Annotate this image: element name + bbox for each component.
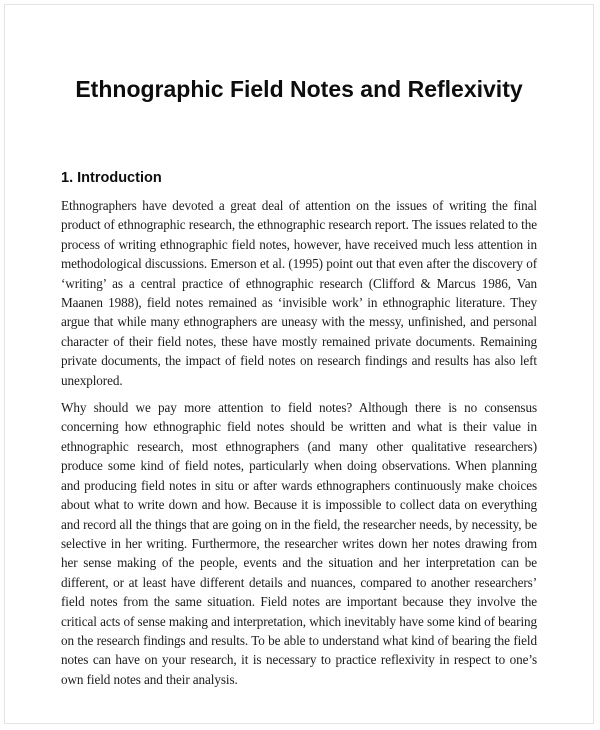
document-content	[5, 75, 593, 689]
section-heading-introduction: 1. Introduction	[61, 170, 162, 186]
paragraph-1: Ethnographers have devoted a great deal of attention on the issues of writing the final product of ethnographic research, the ethnographic research report. The issues related to the process of writing ethnographic field notes, however, have received much less attention in methodological discussions. Emerson et al. (1995) point out that even after the discovery of ‘writing’ as a central practice of ethnographic research (Clifford & Marcus 1986, Van Maanen 1988), field notes remained as ‘invisible work’ in ethnographic literature. They argue that while many ethnographers are uneasy with the messy, unfinished, and personal character of their field notes, these have mostly remained private documents. Remaining private documents, the impact of field notes on research findings and results has also left unexplored.	[61, 198, 537, 388]
document-page	[4, 4, 594, 724]
paragraph-2: Why should we pay more attention to field notes? Although there is no consensus concerning how ethnographic field notes should be written and what is their value in ethnographic research, most ethnographers (and many other qualitative researchers) produce some kind of field notes, particularly when doing observations. When planning and producing field notes in situ or after wards ethnographers continuously make choices about what to write down and how. Because it is impossible to collect data on everything and record all the things that are going on in the field, the researcher needs, by necessity, be selective in her writing. Furthermore, the researcher writes down her notes drawing from her sense making of the people, events and the situation and her interpretation can be different, or at least have different details and nuances, compared to another researchers’ field notes from the same situation. Field notes are important because they involve the critical acts of sense making and interpretation, which inevitably have some kind of bearing on the research findings and results. To be able to understand what kind of bearing the field notes can have on your research, it is necessary to practice reflexivity in respect to one’s own field notes and their analysis.	[61, 400, 537, 687]
document-title: Ethnographic Field Notes and Reflexivity	[75, 76, 523, 102]
